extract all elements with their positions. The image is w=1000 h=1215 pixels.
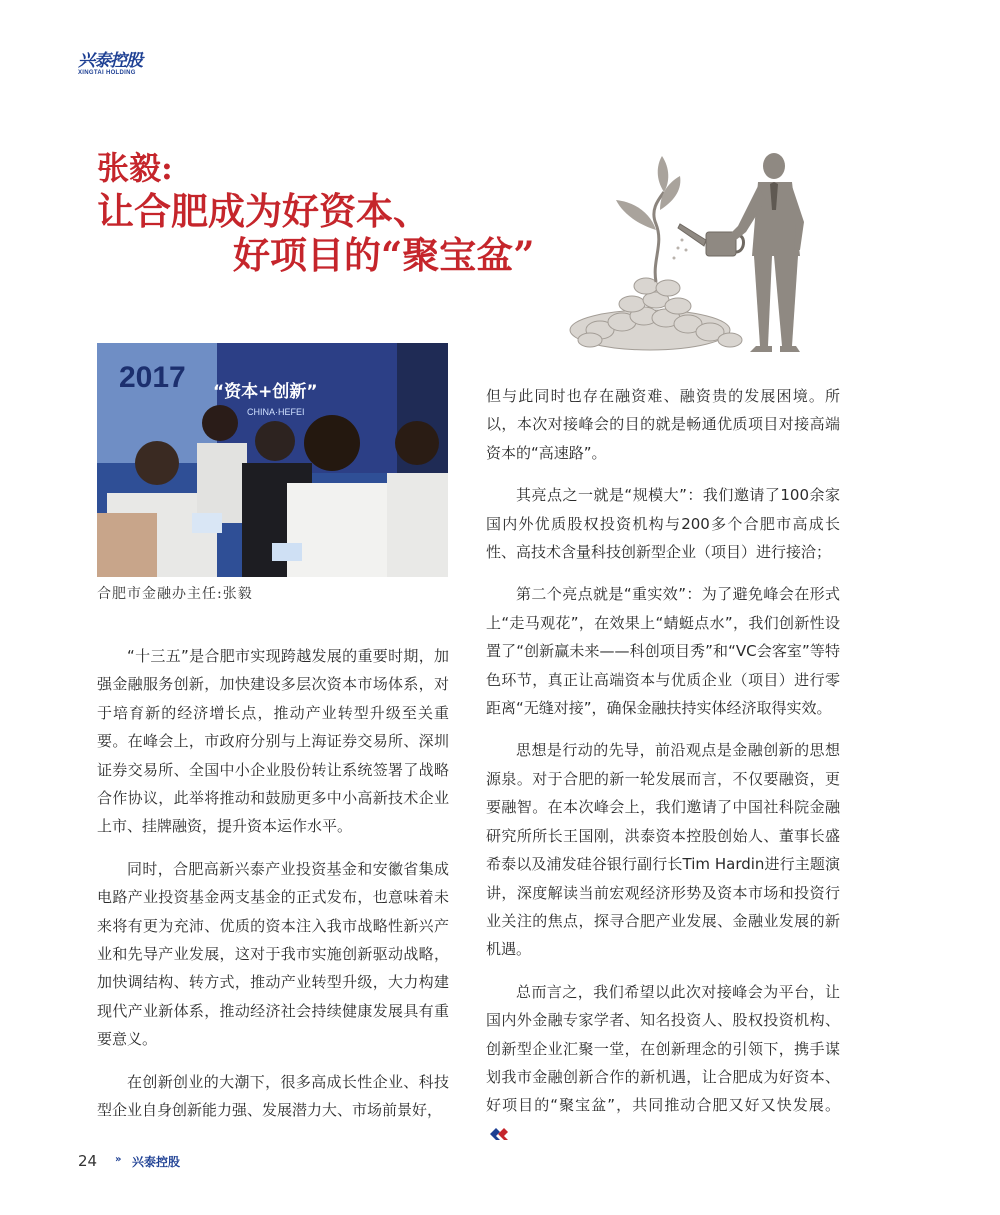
paragraph: 在创新创业的大潮下，很多高成长性企业、科技型企业自身创新能力强、发展潜力大、市场前景好， (97, 1072, 449, 1120)
interview-photo (97, 343, 448, 577)
photo-banner-year: 2017 (119, 361, 186, 394)
photo-banner-slogan: “资本+创新” (213, 382, 318, 402)
logo-chinese: 兴泰控股 (78, 51, 142, 71)
paragraph-continued: 但与此同时也存在融资难、融资贵的发展困境。所以，本次对接峰会的目的就是畅通优质项目对接高端资本的“高速路”。 (486, 387, 840, 462)
page-number: 24 (78, 1152, 98, 1170)
brand-logo (78, 52, 148, 77)
title-line-1: 张毅: (97, 149, 173, 187)
paragraph-last (486, 978, 840, 1148)
footer-brand: 兴泰控股 (132, 1155, 181, 1169)
photo-caption: 合肥市金融办主任:张毅 (97, 586, 253, 602)
paragraph: “十三五”是合肥市实现跨越发展的重要时期，加强金融服务创新，加快建设多层次资本市场体系，对于培育新的经济增长点，推动产业转型升级至关重要。在峰会上，市政府分别与上海证券交易所、深圳证券交易所、全国中小企业股份转让系统签署了战略合作协议，此举将推动和鼓励更多中小高新技术企业上市、挂牌融资，提升资本运作水平。 (97, 647, 449, 836)
footer-arrow-icon: » (115, 1154, 122, 1165)
paragraph: 其亮点之一就是“规模大”：我们邀请了100余家国内外优质股权投资机构与200多个合肥市高成长性、高技术含量科技创新型企业（项目）进行接洽； (486, 486, 840, 562)
end-mark-icon (488, 1126, 510, 1142)
photo-banner-sub: CHINA·HEFEI (247, 407, 305, 417)
article-column-right (486, 382, 840, 1148)
paragraph: 思想是行动的先导，前沿观点是金融创新的思想源泉。对于合肥的新一轮发展而言，不仅要融资，更要融智。在本次峰会上，我们邀请了中国社科院金融研究所所长王国刚，洪泰资本控股创始人、董事长盛希泰以及浦发硅谷银行副行长Tim Hardin进行主题演讲，深度解读当前宏观经济形势及资本市场和投资行业关注的焦点，探寻合肥产业发展、金融业发展的新机遇。 (486, 741, 840, 959)
paragraph-text: 总而言之，我们希望以此次对接峰会为平台，让国内外金融专家学者、知名投资人、股权投资机构、创新型企业汇聚一堂，在创新理念的引领下，携手谋划我市金融创新合作的新机遇，让合肥成为好资本、好项目的“聚宝盆”，共同推动合肥又好又快发展。 (486, 982, 840, 1115)
title-line-2: 让合肥成为好资本、 (97, 189, 430, 233)
logo-english: XINGTAI HOLDING (78, 70, 136, 76)
paragraph: 同时，合肥高新兴泰产业投资基金和安徽省集成电路产业投资基金两支基金的正式发布，也意味着未来将有更为充沛、优质的资本注入我市战略性新兴产业和先导产业发展，这对于我市实施创新驱动战略，加快调结构、转方式，推动产业转型升级，大力构建现代产业新体系，推动经济社会持续健康发展具有重要意义。 (97, 859, 449, 1049)
article-column-left (97, 642, 449, 1125)
paragraph: 第二个亮点就是“重实效”：为了避免峰会在形式上“走马观花”，在效果上“蜻蜓点水”，我们创新性设置了“创新赢未来——科创项目秀”和“VC会客室”等特色环节，真正让高端资本与优质企业（项目）进行零距离“无缝对接”，确保金融扶持实体经济取得实效。 (486, 585, 840, 718)
watering-can-illustration (560, 140, 860, 360)
title-line-3: 好项目的“聚宝盆” (233, 233, 535, 277)
